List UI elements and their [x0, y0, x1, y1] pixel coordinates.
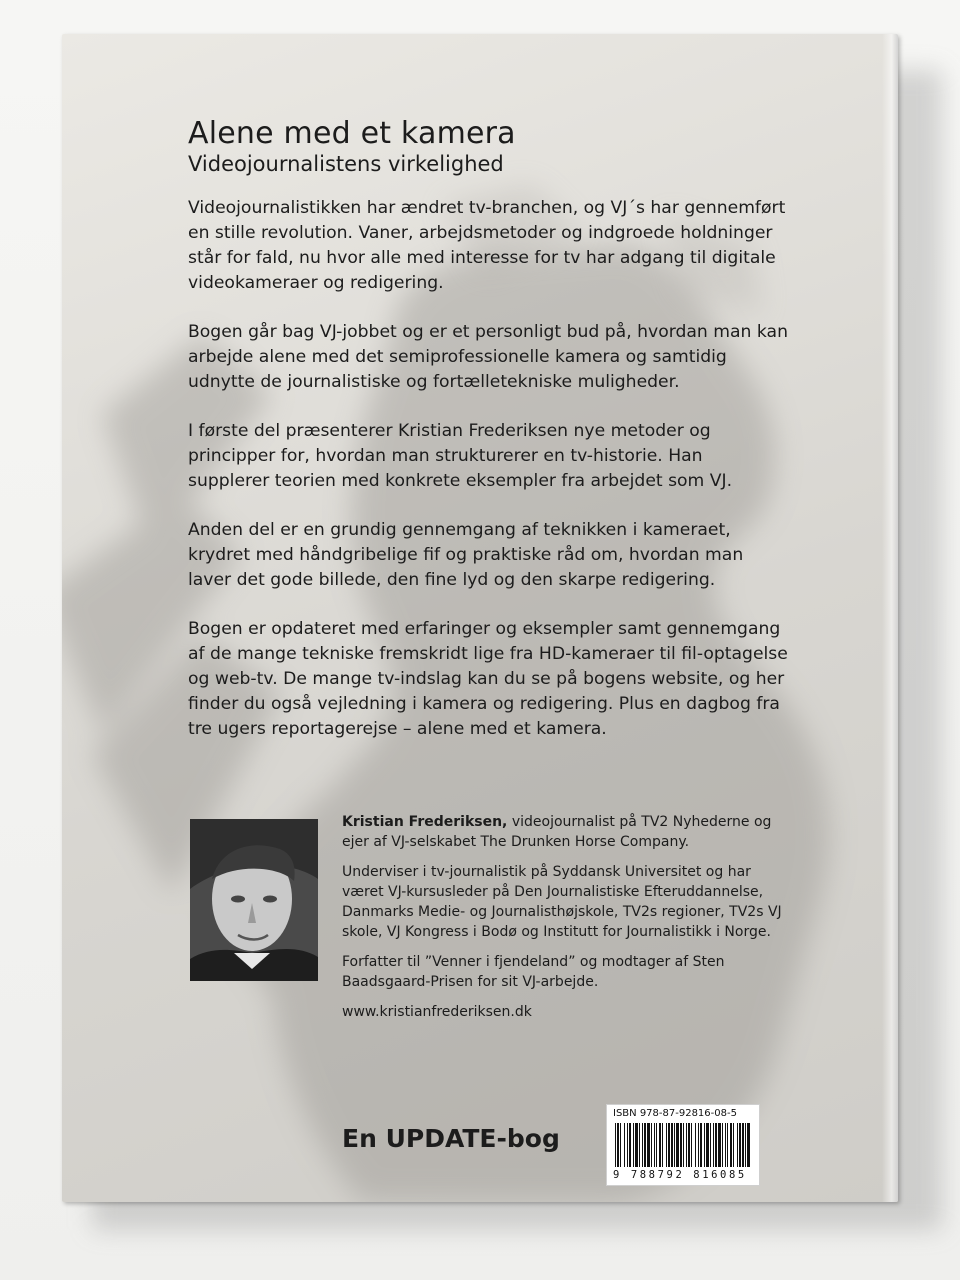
- barcode-digits: 9 788792 816085: [613, 1169, 747, 1181]
- author-intro: [342, 812, 792, 852]
- blurb: [188, 196, 788, 766]
- book-title: Alene med et kamera: [188, 116, 516, 151]
- book-back-cover: [62, 34, 898, 1202]
- author-bio: [342, 812, 792, 1032]
- author-website: www.kristianfrederiksen.dk: [342, 1004, 532, 1020]
- publisher-label: En UPDATE-bog: [342, 1124, 560, 1153]
- barcode-bars: [613, 1123, 753, 1167]
- book-subtitle: Videojournalistens virkelighed: [188, 152, 504, 176]
- author-awards: Forfatter til ”Venner i fjendeland” og modtager af Sten Baadsgaard-Prisen for sit VJ-arbejde.: [342, 954, 725, 990]
- blurb-paragraph: Videojournalistikken har ændret tv-branchen, og VJ´s har gennemført en stille revolution. Vaner, arbejdsmetoder og indgroede holdninger står for fald, nu hvor alle med interesse for tv har adgang til digitale videokameraer og redigering.: [188, 198, 786, 293]
- blurb-paragraph: Bogen går bag VJ-jobbet og er et personligt bud på, hvordan man kan arbejde alene med det semiprofessionelle kamera og samtidig udnytte de journalistiske og fortælletekniske muligheder.: [188, 322, 788, 392]
- author-role: videojournalist på TV2 Nyhederne og ejer af VJ-selskabet The Drunken Horse Company.: [342, 814, 772, 850]
- author-name: Kristian Frederiksen,: [342, 814, 508, 830]
- author-portrait: [190, 819, 318, 981]
- blurb-paragraph: Anden del er en grundig gennemgang af teknikken i kameraet, krydret med håndgribelige fif og praktiske råd om, hvordan man laver det gode billede, den fine lyd og den skarpe redigering.: [188, 520, 744, 590]
- isbn-barcode: [606, 1104, 760, 1186]
- isbn-label: ISBN 978-87-92816-08-5: [613, 1108, 737, 1119]
- blurb-paragraph: I første del præsenterer Kristian Frederiksen nye metoder og principper for, hvordan man strukturerer en tv-historie. Han supplerer teorien med konkrete eksempler fra arbejdet som VJ.: [188, 421, 733, 491]
- author-teaching: Underviser i tv-journalistik på Syddansk Universitet og har været VJ-kursusleder på Den Journalistiske Efteruddannelse, Danmarks Medie- og Journalisthøjskole, TV2s regioner, TV2s VJ skole, VJ Kongress i Bodø og Institutt for Journalistikk i Norge.: [342, 864, 782, 940]
- cover-content: [62, 34, 898, 1202]
- blurb-paragraph: Bogen er opdateret med erfaringer og eksempler samt gennemgang af de mange tekniske fremskridt lige fra HD-kameraer til fil-optagelse og web-tv. De mange tv-indslag kan du se på bogens website, og her finder du også vejledning i kamera og redigering. Plus en dagbog fra tre ugers reportagerejse – alene med et kamera.: [188, 619, 788, 739]
